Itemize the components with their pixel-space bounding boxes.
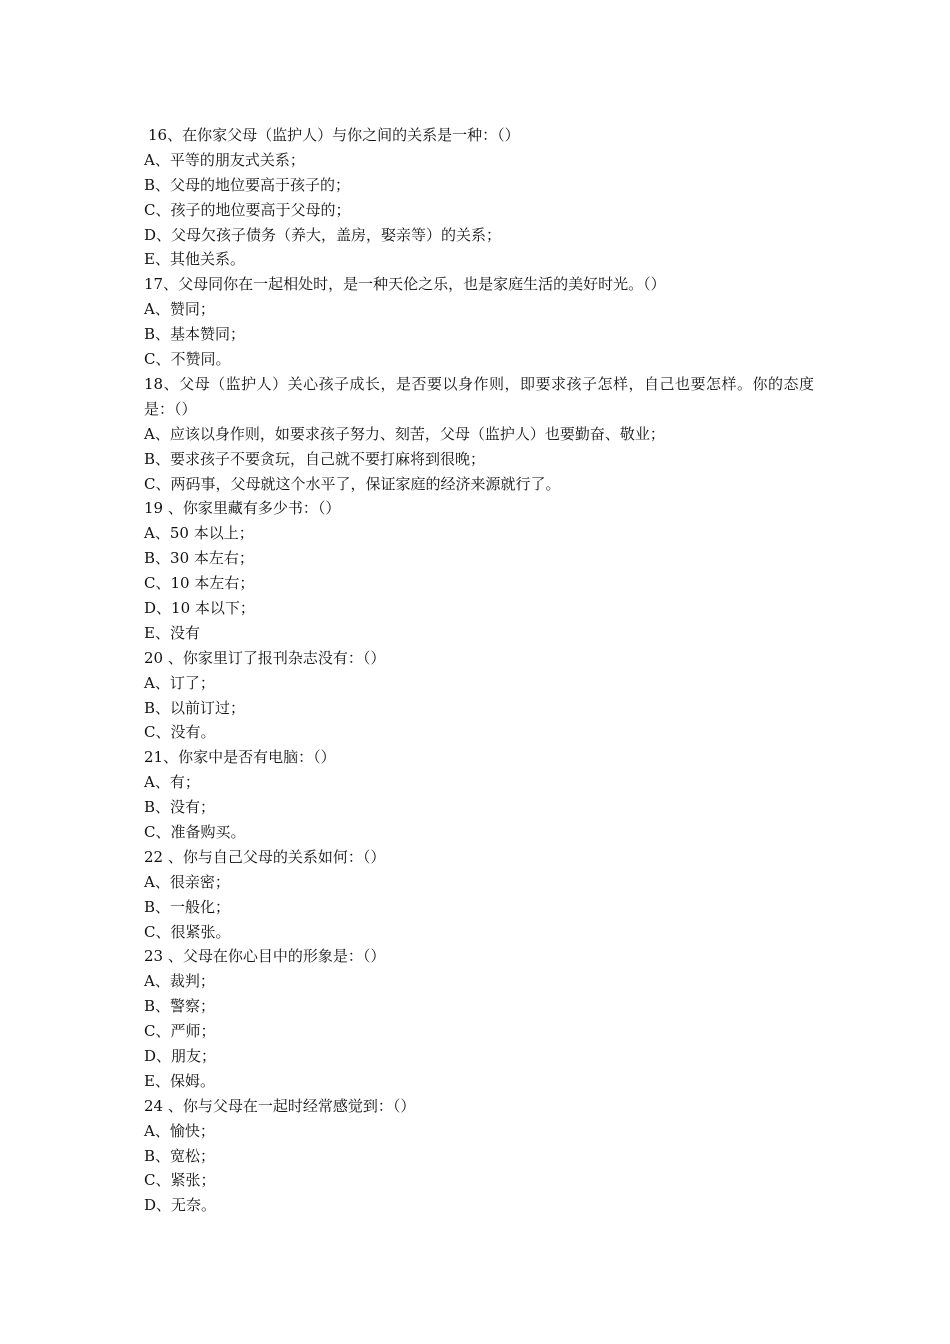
question-23-option-a: A、裁判； bbox=[144, 972, 215, 991]
question-23-option-e: E、保姆。 bbox=[144, 1071, 215, 1090]
question-16-option-e: E、其他关系。 bbox=[144, 250, 245, 269]
question-20-option-a: A、订了； bbox=[144, 673, 215, 692]
question-19: 19 、你家里藏有多少书：（） bbox=[144, 499, 341, 518]
question-24-option-b: B、宽松； bbox=[144, 1146, 216, 1165]
question-23-option-c: C、严师； bbox=[144, 1022, 216, 1041]
question-23: 23 、父母在你心目中的形象是：（） bbox=[144, 947, 386, 966]
question-19-option-d: D、10 本以下； bbox=[144, 598, 255, 617]
document-page bbox=[144, 123, 814, 1218]
question-18: 18、父母（监护人）关心孩子成长，是否要以身作则，即要求孩子怎样，自己也要怎样。你的态度是：（） bbox=[144, 374, 814, 418]
question-21-option-c: C、准备购买。 bbox=[144, 822, 246, 841]
question-20-option-c: C、没有。 bbox=[144, 723, 216, 742]
question-22-option-c: C、很紧张。 bbox=[144, 922, 231, 941]
question-16-option-c: C、孩子的地位要高于父母的； bbox=[144, 200, 351, 219]
question-16-option-a: A、平等的朋友式关系； bbox=[144, 150, 305, 169]
question-18-option-c: C、两码事，父母就这个水平了，保证家庭的经济来源就行了。 bbox=[144, 474, 561, 493]
question-17-option-c: C、不赞同。 bbox=[144, 350, 231, 369]
question-21-option-a: A、有； bbox=[144, 773, 200, 792]
question-20-option-b: B、以前订过； bbox=[144, 698, 246, 717]
question-24: 24 、你与父母在一起时经常感觉到：（） bbox=[144, 1096, 416, 1115]
question-16-option-b: B、父母的地位要高于孩子的； bbox=[144, 175, 351, 194]
question-24-option-d: D、无奈。 bbox=[144, 1196, 217, 1215]
question-21-option-b: B、没有； bbox=[144, 798, 216, 817]
question-21: 21、你家中是否有电脑：（） bbox=[144, 748, 336, 767]
question-22-option-a: A、很亲密； bbox=[144, 872, 230, 891]
question-17-option-b: B、基本赞同； bbox=[144, 325, 246, 344]
question-19-option-c: C、10 本左右； bbox=[144, 574, 255, 593]
question-20: 20 、你家里订了报刊杂志没有：（） bbox=[144, 648, 386, 667]
question-23-option-b: B、警察； bbox=[144, 997, 216, 1016]
question-19-option-e: E、没有 bbox=[144, 623, 200, 642]
question-22-option-b: B、一般化； bbox=[144, 897, 231, 916]
question-24-option-c: C、紧张； bbox=[144, 1171, 216, 1190]
question-17: 17、父母同你在一起相处时，是一种天伦之乐，也是家庭生活的美好时光。（） bbox=[144, 275, 666, 294]
question-24-option-a: A、愉快； bbox=[144, 1121, 215, 1140]
question-16-option-d: D、父母欠孩子债务（养大，盖房，娶亲等）的关系； bbox=[144, 225, 502, 244]
question-18-option-b: B、要求孩子不要贪玩，自己就不要打麻将到很晚； bbox=[144, 449, 486, 468]
question-19-option-b: B、30 本左右； bbox=[144, 549, 254, 568]
question-19-option-a: A、50 本以上； bbox=[144, 524, 254, 543]
question-17-option-a: A、赞同； bbox=[144, 300, 215, 319]
question-16: 16、在你家父母（监护人）与你之间的关系是一种：（） bbox=[148, 126, 520, 144]
question-22: 22 、你与自己父母的关系如何：（） bbox=[144, 847, 386, 866]
question-23-option-d: D、朋友； bbox=[144, 1046, 217, 1065]
question-18-option-a: A、应该以身作则，如要求孩子努力、刻苦，父母（监护人）也要勤奋、敬业； bbox=[144, 424, 665, 443]
